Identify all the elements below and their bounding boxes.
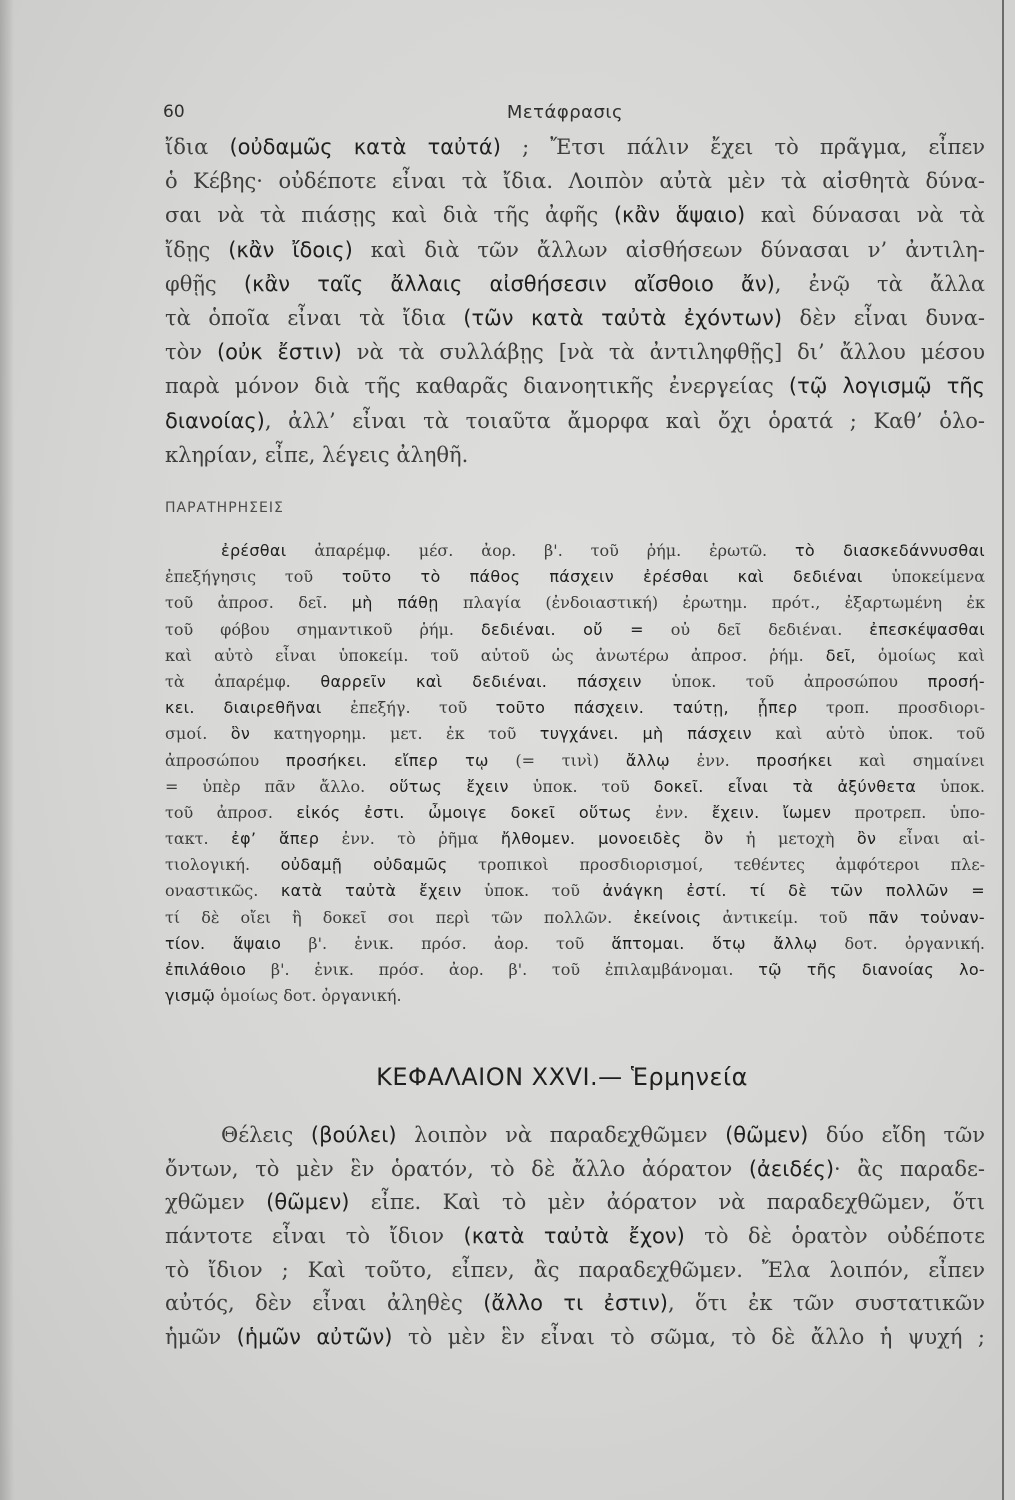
modern-greek-text: τροπ. προσδιορι- xyxy=(797,698,985,718)
modern-greek-text: ὑποκείμενα xyxy=(862,567,985,587)
modern-greek-text: ὑποκ. τοῦ xyxy=(461,881,603,901)
modern-greek-text: ἐνν. xyxy=(669,750,757,770)
note-line xyxy=(165,931,985,957)
translation-line xyxy=(165,438,985,472)
modern-greek-text: ἐπεξήγ. τοῦ xyxy=(321,698,496,718)
modern-greek-text: τὰ ἀπαρέμφ. xyxy=(165,671,321,691)
modern-greek-text: ἀντικείμ. τοῦ xyxy=(701,907,869,927)
modern-greek-text: β'. ἑνικ. πρόσ. ἀορ. τοῦ xyxy=(281,933,612,953)
modern-greek-text: ὑποκ. τοῦ ἀπροσώπου xyxy=(641,671,928,691)
ancient-greek-phrase: (βούλει) xyxy=(310,1123,397,1147)
page-number: 60 xyxy=(163,102,185,122)
modern-greek-text: · ἂς παραδε- xyxy=(834,1156,985,1181)
modern-greek-text: β'. ἑνικ. πρόσ. ἀορ. β'. τοῦ ἐπιλαμβάνομαι. xyxy=(246,960,759,979)
modern-greek-text: ἡ μετοχὴ xyxy=(723,829,857,849)
notes-heading: ΠΑΡΑΤΗΡΗΣΕΙΣ xyxy=(165,500,284,516)
ancient-greek-phrase: (ἡμῶν αὐτῶν) xyxy=(236,1325,393,1350)
chapter-line xyxy=(165,1254,985,1288)
modern-greek-text: κατηγορημ. μετ. ἐκ τοῦ xyxy=(250,724,540,744)
translation-line xyxy=(165,233,985,267)
modern-greek-text: οναστικῶς. xyxy=(165,881,281,901)
ancient-greek-phrase: ἅπτομαι. ὅτῳ ἄλλῳ xyxy=(611,933,818,953)
translation-line xyxy=(165,164,985,198)
modern-greek-text: τοῦ ἀπροσ. δεῖ. xyxy=(165,593,352,613)
ancient-greek-phrase: τοῦτο πάσχειν. ταύτῃ, ᾗπερ xyxy=(495,698,798,718)
modern-greek-text: εἶπε. Καὶ τὸ μὲν ἀόρατον νὰ παραδεχθῶμεν, ὅτι xyxy=(349,1190,985,1215)
modern-greek-text: αὐτός, δὲν εἶναι ἀληθὲς xyxy=(165,1291,484,1316)
note-line xyxy=(165,643,985,669)
ancient-greek-phrase: (κἂν ἴδοις) xyxy=(228,237,353,262)
modern-greek-text: Θέλεις xyxy=(221,1123,311,1147)
ancient-greek-phrase: οὐδαμῇ οὐδαμῶς xyxy=(280,855,448,875)
modern-greek-text: δοτ. ὀργανική. xyxy=(817,933,985,953)
note-line xyxy=(165,669,985,695)
ancient-greek-phrase: (κἂν ἅψαιο) xyxy=(613,203,746,228)
chapter-heading: ΚΕΦΑΛΑΙΟΝ XXVI.— Ἑρμηνεία xyxy=(376,1063,748,1091)
ancient-greek-phrase: ἔχειν. ἴωμεν xyxy=(711,802,832,822)
ancient-greek-phrase: τοῦτο τὸ πάθος πάσχειν ἐρέσθαι καὶ δεδιέναι xyxy=(341,567,863,587)
translation-line xyxy=(165,404,985,438)
modern-greek-text: τὸ ἴδιον ; Καὶ τοῦτο, εἶπεν, ἂς παραδεχθῶμεν. Ἔλα λοιπόν, εἶπεν xyxy=(165,1257,985,1282)
note-line xyxy=(165,905,985,931)
note-line xyxy=(165,878,985,904)
ancient-greek-phrase: μὴ πάθῃ xyxy=(351,593,439,613)
modern-greek-text: ἀπαρέμφ. μέσ. ἀορ. β'. τοῦ ῥήμ. ἐρωτῶ. xyxy=(286,541,795,560)
ancient-greek-phrase: δοκεῖ. εἶναι τὰ ἀξύνθετα xyxy=(653,776,917,796)
chapter-line xyxy=(165,1119,985,1153)
modern-greek-text: = ὑπὲρ πᾶν ἄλλο. xyxy=(165,776,390,796)
modern-greek-text: σμοί. xyxy=(165,724,231,744)
ancient-greek-phrase: δεδιέναι. οὔ = xyxy=(480,619,644,639)
modern-greek-text: οὐ δεῖ δεδιέναι. xyxy=(643,619,870,639)
ancient-greek-phrase: διανοίας) xyxy=(165,408,265,433)
modern-greek-text: παρὰ μόνον διὰ τῆς καθαρᾶς διανοητικῆς ἐνεργείας xyxy=(165,374,789,399)
ancient-greek-phrase: (θῶμεν) xyxy=(266,1190,350,1215)
ancient-greek-phrase: προσή- xyxy=(927,671,985,691)
scan-right-margin xyxy=(1004,0,1015,1500)
ancient-greek-phrase: θαρρεῖν καὶ δεδιέναι. πάσχειν xyxy=(320,671,642,691)
ancient-greek-phrase: (τῷ λογισμῷ τῆς xyxy=(788,374,985,399)
modern-greek-text: χθῶμεν xyxy=(165,1190,267,1215)
translation-line xyxy=(165,198,985,232)
note-line xyxy=(165,695,985,721)
ancient-greek-phrase: ἀνάγκη ἐστί. τί δὲ τῶν πολλῶν = xyxy=(602,881,985,901)
note-line xyxy=(165,721,985,747)
modern-greek-text: καὶ αὐτὸ εἶναι ὑποκείμ. τοῦ αὐτοῦ ὡς ἀνωτέρω ἀπροσ. ῥήμ. xyxy=(165,645,826,665)
ancient-greek-phrase: εἰκός ἐστι. ὦμοιγε δοκεῖ οὕτως xyxy=(296,802,632,822)
translation-line xyxy=(165,301,985,335)
ancient-greek-phrase: πᾶν τοὐναν- xyxy=(868,907,985,927)
ancient-greek-phrase: οὕτως ἔχειν xyxy=(389,776,509,796)
chapter-paragraph xyxy=(165,1119,985,1355)
note-line xyxy=(165,564,985,590)
modern-greek-text: τακτ. xyxy=(165,829,232,849)
ancient-greek-phrase: (ἀειδές) xyxy=(748,1156,835,1181)
ancient-greek-phrase: (κατὰ ταὐτὰ ἔχον) xyxy=(463,1224,685,1249)
translation-line xyxy=(165,335,985,369)
chapter-line xyxy=(165,1153,985,1187)
modern-greek-text: τοῦ φόβου σημαντικοῦ ῥήμ. xyxy=(165,619,481,639)
ancient-greek-phrase: γισμῷ xyxy=(165,986,216,1006)
ancient-greek-phrase: προσήκει. εἴπερ τῳ xyxy=(285,750,489,770)
ancient-greek-phrase: ἄλλῳ xyxy=(625,750,670,770)
translation-line xyxy=(165,369,985,403)
modern-greek-text: πλαγία (ἐνδοιαστική) ἐρωτημ. πρότ., ἐξαρτωμένη ἐκ xyxy=(438,593,985,613)
note-line xyxy=(165,590,985,616)
ancient-greek-phrase: τυγχάνει. μὴ πάσχειν xyxy=(539,724,752,744)
modern-greek-text: τοῦ ἀπροσ. xyxy=(165,802,297,822)
note-line xyxy=(165,957,985,983)
ancient-greek-phrase: ἐρέσθαι xyxy=(221,541,287,560)
chapter-line xyxy=(165,1186,985,1220)
ancient-greek-phrase: ἐκείνοις xyxy=(633,907,702,927)
modern-greek-text: προτρεπ. ὑπο- xyxy=(831,802,985,822)
modern-greek-text: ἡμῶν xyxy=(165,1325,237,1350)
modern-greek-text: λοιπὸν νὰ παραδεχθῶμεν xyxy=(396,1123,726,1147)
modern-greek-text: ἐνν. τὸ ῥῆμα xyxy=(319,829,501,849)
scan-left-shadow xyxy=(0,0,14,1500)
ancient-greek-phrase: (κἂν ταῖς ἄλλαις αἰσθήσεσιν αἴσθοιο ἄν) xyxy=(243,271,775,296)
modern-greek-text: ὑποκ. xyxy=(916,776,985,796)
modern-greek-text: ἴδια xyxy=(165,135,230,159)
modern-greek-text: ἐνν. xyxy=(631,802,712,822)
ancient-greek-phrase: (θῶμεν) xyxy=(725,1123,809,1147)
notes-block xyxy=(165,538,985,1009)
ancient-greek-phrase: κει. διαιρεθῆναι xyxy=(165,698,322,718)
modern-greek-text: καὶ σημαίνει xyxy=(832,750,985,770)
modern-greek-text: τὸν xyxy=(165,340,217,365)
ancient-greek-phrase: ἐπεσκέψασθαι xyxy=(869,619,985,639)
modern-greek-text: , ὅτι ἐκ τῶν συστατικῶν xyxy=(667,1291,985,1316)
modern-greek-text: ; Ἔτσι πάλιν ἔχει τὸ πρᾶγμα, εἶπεν xyxy=(500,135,985,159)
ancient-greek-phrase: ἤλθομεν. μονοειδὲς ὂν xyxy=(500,829,724,849)
modern-greek-text: , ἐνῷ τὰ ἄλλα xyxy=(774,271,985,296)
modern-greek-text: καὶ διὰ τῶν ἄλλων αἰσθήσεων δύνασαι ν’ ἀντιλη- xyxy=(352,237,985,262)
translation-line xyxy=(165,130,985,164)
ancient-greek-phrase: (οὐδαμῶς κατὰ ταὐτά) xyxy=(229,135,501,159)
chapter-line xyxy=(165,1220,985,1254)
modern-greek-text: τὸ μὲν ἓν εἶναι τὸ σῶμα, τὸ δὲ ἄλλο ἡ ψυχή ; xyxy=(392,1325,985,1350)
ancient-greek-phrase: προσήκει xyxy=(756,750,833,770)
modern-greek-text: εἶναι αἰ- xyxy=(876,829,985,849)
modern-greek-text: κληρίαν, εἶπε, λέγεις ἀληθῆ. xyxy=(165,442,469,467)
modern-greek-text: δὲν εἶναι δυνα- xyxy=(782,305,985,330)
note-line xyxy=(165,617,985,643)
modern-greek-text: ἴδῃς xyxy=(165,237,229,262)
ancient-greek-phrase: ἐφ’ ἅπερ xyxy=(231,829,320,849)
ancient-greek-phrase: (οὐκ ἔστιν) xyxy=(216,340,342,365)
modern-greek-text: ὄντων, τὸ μὲν ἓν ὁρατόν, τὸ δὲ ἄλλο ἀόρατον xyxy=(165,1156,749,1181)
modern-greek-text: σαι νὰ τὰ πιάσῃς καὶ διὰ τῆς ἀφῆς xyxy=(165,203,614,228)
modern-greek-text: ὁμοίως καὶ xyxy=(855,645,985,665)
ancient-greek-phrase: (ἄλλο τι ἐστιν) xyxy=(483,1291,668,1316)
modern-greek-text: τροπικοὶ προσδιορισμοί, τεθέντες ἀμφότεροι πλε- xyxy=(447,855,985,875)
modern-greek-text: ὁμοίως δοτ. ὀργανική. xyxy=(215,986,402,1006)
note-line xyxy=(165,852,985,878)
translation-line xyxy=(165,267,985,301)
note-line xyxy=(165,800,985,826)
modern-greek-text: ὁ Κέβης· οὐδέποτε εἶναι τὰ ἴδια. Λοιπὸν αὐτὰ μὲν τὰ αἰσθητὰ δύνα- xyxy=(165,169,985,194)
modern-greek-text: νὰ τὰ συλλάβῃς [νὰ τὰ ἀντιληφθῇς] δι’ ἄλλου μέσου xyxy=(341,340,985,365)
ancient-greek-phrase: ὃν xyxy=(230,724,251,744)
ancient-greek-phrase: τὸ διασκεδάννυσθαι xyxy=(794,541,985,560)
translation-paragraph xyxy=(165,130,985,472)
ancient-greek-phrase: τίον. ἅψαιο xyxy=(165,933,282,953)
ancient-greek-phrase: ἐπιλάθοιο xyxy=(165,960,247,979)
modern-greek-text: τὸ δὲ ὁρατὸν οὐδέποτε xyxy=(684,1224,985,1249)
ancient-greek-phrase: δεῖ, xyxy=(825,645,856,665)
note-line xyxy=(165,983,985,1009)
modern-greek-text: τί δὲ οἴει ἢ δοκεῖ σοι περὶ τῶν πολλῶν. xyxy=(165,907,634,927)
ancient-greek-phrase: ὂν xyxy=(856,829,877,849)
modern-greek-text: ὑποκ. τοῦ xyxy=(508,776,654,796)
modern-greek-text: δύο εἴδη τῶν xyxy=(808,1123,985,1147)
modern-greek-text: πάντοτε εἶναι τὸ ἴδιον xyxy=(165,1224,464,1249)
modern-greek-text: φθῇς xyxy=(165,271,244,296)
chapter-line xyxy=(165,1287,985,1321)
note-line xyxy=(165,748,985,774)
chapter-line xyxy=(165,1321,985,1355)
note-line xyxy=(165,774,985,800)
modern-greek-text: τὰ ὁποῖα εἶναι τὰ ἴδια xyxy=(165,305,464,330)
modern-greek-text: ἀπροσώπου xyxy=(165,750,286,770)
ancient-greek-phrase: τῷ τῆς διανοίας λο- xyxy=(758,960,985,979)
note-line xyxy=(165,826,985,852)
modern-greek-text: καὶ αὐτὸ ὑποκ. τοῦ xyxy=(751,724,985,744)
ancient-greek-phrase: κατὰ ταὐτὰ ἔχειν xyxy=(280,881,462,901)
modern-greek-text: ἐπεξήγησις τοῦ xyxy=(165,567,342,587)
modern-greek-text: , ἀλλ’ εἶναι τὰ τοιαῦτα ἄμορφα καὶ ὄχι ὁρατά ; Καθ’ ὁλο- xyxy=(264,408,985,433)
modern-greek-text: τιολογική. xyxy=(165,855,281,875)
ancient-greek-phrase: (τῶν κατὰ ταὐτὰ ἐχόντων) xyxy=(463,305,783,330)
running-title: Μετάφρασις xyxy=(506,102,624,123)
note-line xyxy=(165,538,985,564)
modern-greek-text: καὶ δύνασαι νὰ τὰ xyxy=(745,203,985,228)
modern-greek-text: (= τινὶ) xyxy=(488,750,626,770)
